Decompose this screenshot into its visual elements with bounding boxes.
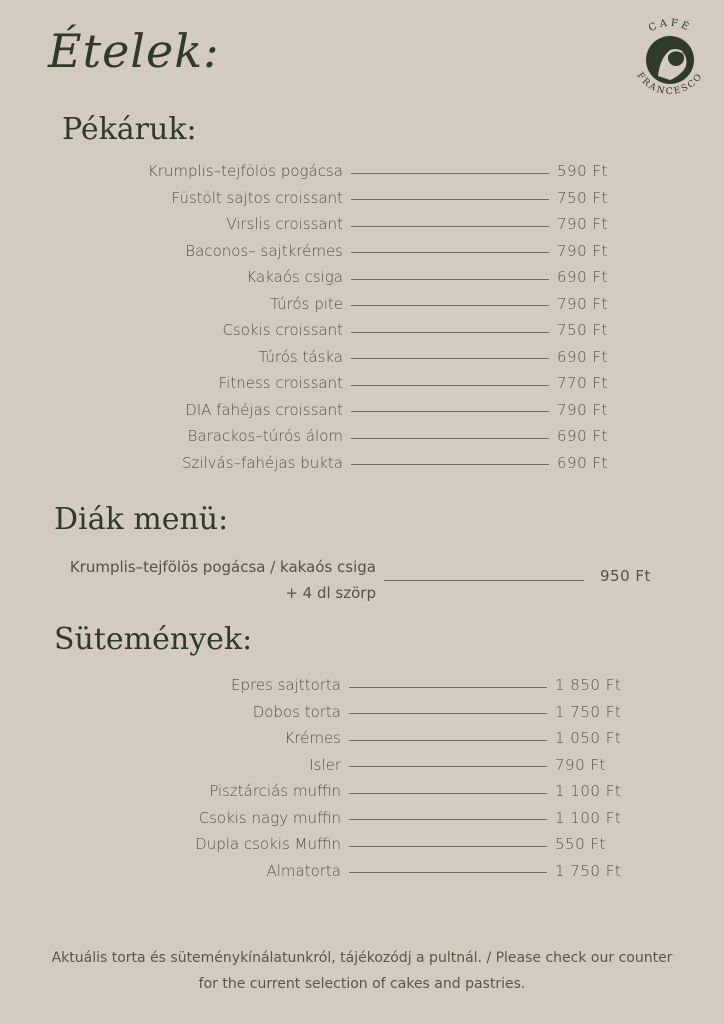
menu-item (0, 423, 608, 450)
menu-item (0, 264, 608, 291)
menu-item (0, 397, 608, 424)
menu-item-name: Epres sajttorta (230, 676, 341, 695)
menu-item (0, 831, 621, 858)
leader-line (351, 358, 549, 359)
menu-item (0, 344, 608, 371)
leader-line (349, 766, 547, 767)
menu-item (0, 672, 621, 699)
page-title: Ételek: (48, 24, 220, 78)
menu-item-name: Fitness croissant (218, 374, 343, 393)
menu-item-price: 790 Ft (555, 755, 606, 774)
logo-top-text: CAFÉ (646, 17, 694, 35)
leader-line (351, 279, 549, 280)
leader-line (351, 385, 549, 386)
menu-item-price: 790 Ft (557, 215, 608, 234)
leader-line (349, 713, 547, 714)
menu-item-name: Szilvás–fahéjas bukta (181, 453, 343, 472)
menu-item-name: Csokis croissant (222, 321, 343, 340)
menu-item (0, 858, 621, 885)
diak-item-price: 950 Ft (600, 567, 651, 585)
cafe-francesco-logo (624, 14, 716, 106)
menu-item (0, 805, 621, 832)
section-title-sutemenyek: Sütemények: (54, 622, 253, 657)
leader-line (349, 846, 547, 847)
menu-item-name: Krémes (284, 729, 341, 748)
menu-item-price: 690 Ft (557, 453, 608, 472)
leader-line (351, 252, 549, 253)
menu-item-price: 790 Ft (557, 400, 608, 419)
menu-item-name: Csokis nagy muffin (198, 808, 341, 827)
menu-item-price: 1 050 Ft (555, 729, 622, 748)
menu-item-price: 690 Ft (557, 268, 608, 287)
menu-item-name: Virslis croissant (226, 215, 343, 234)
menu-item-price: 590 Ft (557, 162, 608, 181)
menu-item (0, 291, 608, 318)
menu-item-price: 690 Ft (557, 427, 608, 446)
leader-line (351, 411, 549, 412)
pekaruk-list (0, 158, 608, 476)
menu-item (0, 725, 621, 752)
sutemenyek-list (0, 672, 621, 884)
menu-item-name: Krumplis–tejfölös pogácsa (147, 162, 343, 181)
menu-item-name: Pisztárciás muffin (209, 782, 341, 801)
diak-item-line1: Krumplis–tejfölös pogácsa / kakaós csiga (69, 558, 376, 576)
diak-item-line2: + 4 dl szörp (285, 584, 376, 602)
leader-line (351, 226, 549, 227)
footer-note (30, 945, 694, 997)
leader-line (351, 199, 549, 200)
logo-bottom-text: FRANCESCO (634, 70, 706, 98)
menu-item-name: Almatorta (266, 861, 341, 880)
diak-item-name (70, 554, 376, 606)
menu-item (0, 778, 621, 805)
menu-item-price: 770 Ft (557, 374, 608, 393)
leader-line (351, 173, 549, 174)
menu-item (0, 185, 608, 212)
leader-line (351, 332, 549, 333)
leader-line (351, 305, 549, 306)
menu-item-name: DIA fahéjas croissant (185, 400, 343, 419)
menu-item (0, 450, 608, 477)
diak-menu-item (0, 554, 724, 606)
menu-item (0, 317, 608, 344)
menu-item-name: Isler (309, 755, 341, 774)
menu-item-price: 750 Ft (557, 321, 608, 340)
menu-item-price: 1 100 Ft (555, 782, 622, 801)
menu-item-name: Túrós táska (258, 347, 343, 366)
menu-item-price: 1 850 Ft (555, 676, 622, 695)
menu-item-price: 790 Ft (557, 294, 608, 313)
menu-item-name: Baconos– sajtkrémes (185, 241, 343, 260)
menu-item-price: 1 750 Ft (555, 702, 622, 721)
leader-line (349, 872, 547, 873)
leader-line (351, 438, 549, 439)
menu-item-name: Füstölt sajtos croissant (171, 188, 343, 207)
leader-line (349, 819, 547, 820)
menu-item-price: 790 Ft (557, 241, 608, 260)
menu-item-price: 750 Ft (557, 188, 608, 207)
leader-line (349, 793, 547, 794)
menu-item (0, 752, 621, 779)
menu-item (0, 158, 608, 185)
menu-item (0, 370, 608, 397)
menu-item-name: Dupla csokis Muffin (195, 835, 341, 854)
leader-line (349, 687, 547, 688)
menu-item (0, 238, 608, 265)
diak-leader-line (384, 580, 584, 581)
menu-item (0, 211, 608, 238)
section-title-pekaruk: Pékáruk: (62, 112, 197, 147)
leader-line (351, 464, 549, 465)
menu-item-name: Barackos–túrós álom (187, 427, 343, 446)
menu-item-name: Túrós pite (270, 294, 343, 313)
menu-item-name: Kakaós csiga (246, 268, 343, 287)
menu-item-name: Dobos torta (252, 702, 341, 721)
footer-line2: for the current selection of cakes and pastries. (198, 976, 526, 992)
section-title-diak: Diák menü: (54, 502, 229, 537)
portrait-icon (646, 36, 694, 84)
menu-item-price: 550 Ft (555, 835, 606, 854)
menu-item-price: 1 750 Ft (555, 861, 622, 880)
svg-text:CAFÉ (647, 18, 693, 35)
menu-item (0, 699, 621, 726)
footer-line1: Aktuális torta és süteménykínálatunkról, tájékozódj a pultnál. / Please check our counter (51, 950, 673, 966)
menu-item-price: 1 100 Ft (555, 808, 622, 827)
menu-item-price: 690 Ft (557, 347, 608, 366)
leader-line (349, 740, 547, 741)
